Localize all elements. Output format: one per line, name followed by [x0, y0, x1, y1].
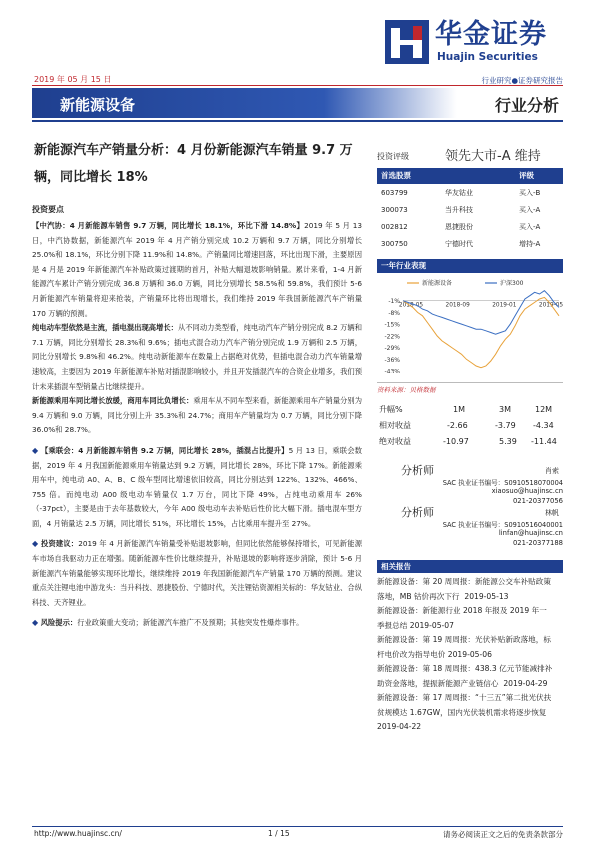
- paragraph-2: 纯电动车型依然是主流，插电混出现高增长：从不同动力类型看，纯电动汽车产销分别完成 8.2 万辆和 7.1 万辆，同比分别增长 28.3%和 9.6%；插电式混合动力汽车产销分别完成 1.9 万辆和 2.5 万辆，同比分别增长 9.8%和 46.2%。纯电动新能源车在数量上占据绝对优势，但插电混合动力汽车销量增速较高，主要因为 2019 年新能源车补贴对插混影响较小，并且开发插混汽车的合资企业增多，我们预计未来插混车型销量占比继续提升。: [32, 323, 363, 391]
- logo-text-cn: 华金证券: [435, 19, 547, 50]
- stock-rating: 买入-A: [519, 223, 541, 231]
- stock-header-left: 首选股票: [381, 171, 411, 180]
- perf-header-label: 升幅%: [379, 405, 403, 414]
- x-tick-label: 2018-05: [398, 302, 424, 309]
- performance-row: [377, 418, 563, 434]
- x-tick-label: 2019-05: [538, 302, 563, 309]
- stock-name: 华友钴业: [445, 189, 473, 197]
- report-title-line1: 新能源汽车产销量分析：4 月份新能源汽车销量 9.7 万: [34, 143, 353, 158]
- report-type: 行业分析: [494, 96, 559, 115]
- bullet-diamond-icon: ◆: [32, 618, 41, 628]
- chart-section-header: [377, 259, 563, 273]
- stock-name: 宁德时代: [445, 240, 473, 248]
- bullet-diamond-icon: ◆: [32, 539, 41, 549]
- related-item[interactable]: 新能源设备：第 18 周周报：438.3 亿元节能减排补助资金落地，提振新能源产业链信心 2019-04-29: [377, 664, 553, 688]
- perf-value: -10.97: [443, 437, 469, 446]
- related-list: [377, 575, 553, 735]
- paragraph-4: ◆ 【乘联会：4 月新能源车销售 9.2 万辆，同比增长 28%，插混占比提升】5 月 13 日，乘联会数据，2019 年 4 月我国新能源乘用车销量达到 9.2 万辆，同比增长 28%，环比下降 17%。新能源乘用车中，纯电动 A0、A、B、C 级车型同比增速依旧较高，同比分别达到 122%、132%、466%、755 倍。而纯电动 A00 级电动车销量仅 1.7 万台，同比下降 49%，占纯电动乘用车 26%（-37pct），主要是由于去年基数较大，今年 A00 级电动车去补贴后性价比大幅下滑。插电混车型方面，4 月销量达 2.5 万辆，同比增长 51%，环比增长 15%，占比乘用车提升至 27%。: [32, 445, 362, 528]
- series-line-0: [403, 297, 559, 367]
- analyst-role: 分析师: [401, 464, 434, 477]
- y-tick-label: -36%: [384, 356, 400, 364]
- report-title-line2: 辆，同比增长 18%: [34, 170, 148, 185]
- sector-title: 新能源设备: [60, 96, 136, 114]
- logo-mark-icon: [385, 20, 429, 64]
- stock-table-header: [377, 168, 563, 184]
- analyst-role: 分析师: [401, 506, 434, 519]
- related-item[interactable]: 新能源设备：第 17 周周报：“十三五”第二批光伏扶贫规模达 1.67GW，国内光伏装机需求将逐步恢复 2019-04-22: [377, 693, 552, 731]
- analyst-phone: 021-20377188: [512, 539, 563, 547]
- stock-row: [377, 236, 563, 252]
- perf-header-12m: 12M: [535, 405, 553, 414]
- performance-header: [377, 402, 563, 418]
- perf-value: -4.34: [533, 421, 554, 430]
- x-tick-label: 2019-01: [492, 302, 517, 309]
- perf-value: -11.44: [531, 437, 557, 446]
- logo-text-en: Huajin Securities: [437, 51, 538, 63]
- stock-code: 002812: [381, 223, 408, 231]
- paragraph-1: 【中汽协：4 月新能源车销售 9.7 万辆，同比增长 18.1%，环比下滑 14.8%】2019 年 5 月 13 日，中汽协数据，新能源汽车 2019 年 4 月产销分别完成 10.2 万辆和 9.7 万辆，同比分别增长 25.0%和 18.1%，环比分别下降 11.9%和 14.8%。产销量同比增速回落，环比出现下滑，主要原因是 4 月是 2019 年新能源汽车补贴政策过渡期的首月，补贴大幅退坡影响销量。累计来看，1-4 月新能源汽车累计产销分别完成 36.8 万辆和 36.0 万辆，同比分别增长 58.5%和 59.8%，我们预计 5-6 月新能源汽车销量将迎来抢装，产销量环比将出现增长，我们维持 2019 年我国新能源汽车产销量 170 万辆的预测。: [32, 221, 362, 318]
- stock-row: [377, 202, 563, 218]
- y-tick-label: -29%: [384, 345, 400, 353]
- perf-header-1m: 1M: [453, 405, 465, 414]
- stock-code: 300073: [381, 206, 408, 214]
- related-item[interactable]: 新能源设备：第 19 周周报：光伏补贴新政落地，标杆电价改为指导电价 2019-05-06: [377, 635, 551, 659]
- report-category: 行业研究●证券研究报告: [481, 76, 563, 85]
- paragraph-6: ◆ 风险提示：行业政策重大变动；新能源汽车推广不及预期；其他突发性爆炸事件。: [32, 618, 304, 628]
- legend-label: 沪深300: [500, 280, 524, 287]
- stock-row: [377, 185, 563, 201]
- chart-source: 资料来源：贝格数据: [377, 386, 436, 394]
- y-tick-label: -22%: [384, 333, 400, 341]
- analyst-cert: SAC 执业证书编号：S0910516040001: [442, 521, 563, 529]
- analyst-phone: 021-20377056: [512, 497, 563, 505]
- performance-row: [377, 434, 563, 450]
- report-body: [32, 203, 362, 631]
- paragraph-3: 新能源乘用车同比增长放缓，商用车同比负增长：乘用车从不同车型来看，新能源乘用车产销量分别为 9.4 万辆和 9.0 万辆，同比分别上升 35.3%和 24.7%；商用车产销量均为 0.7 万辆，同比分别下降 36.0%和 28.7%。: [32, 396, 363, 435]
- stock-header-right: 评级: [519, 171, 534, 180]
- report-date: 2019 年 05 月 15 日: [34, 75, 112, 84]
- stock-rating: 增持-A: [519, 240, 541, 248]
- industry-performance-chart: [377, 275, 563, 373]
- perf-row-label: 相对收益: [379, 421, 411, 430]
- stock-rating: 买入-B: [519, 189, 541, 197]
- analyst-cert: SAC 执业证书编号：S0910518070004: [442, 479, 563, 487]
- sector-banner: [32, 88, 563, 118]
- perf-value: -3.79: [495, 421, 516, 430]
- footer-url[interactable]: http://www.huajinsc.cn/: [34, 829, 122, 838]
- section-label: 投资要点: [32, 205, 64, 214]
- stock-row: [377, 219, 563, 235]
- analyst-email: xiaosuo@huajinsc.cn: [491, 487, 563, 495]
- stock-code: 603799: [381, 189, 408, 197]
- paragraph-5: ◆ 投资建议：2019 年 4 月新能源汽车销量受补贴退坡影响，但同比依然能够保持增长，可见新能源车市场自我驱动力正在增强。随新能源车性价比继续提升，补贴退坡的影响将逐步消除，预计 5-6 月新能源汽车销量能够实现环比增长，继续维持 2019 年我国新能源汽车产销量 170 万辆的预测。建议重点关注锂电池中游龙头：当升科技、恩捷股份、宁德时代，关注锂钴资源相关标的：华友钴业、合纵科技、天齐锂业。: [32, 539, 362, 607]
- y-tick-label: -1%: [388, 298, 400, 306]
- company-logo: [385, 18, 560, 68]
- related-item[interactable]: 新能源设备：新能源行业 2018 年报及 2019 年一季报总结 2019-05-07: [377, 606, 547, 630]
- y-tick-label: -15%: [384, 321, 400, 329]
- analyst-name: 肖索: [545, 467, 559, 475]
- footer-disclaimer: 请务必阅读正文之后的免责条款部分: [443, 830, 563, 839]
- y-tick-label: -8%: [388, 309, 400, 317]
- perf-header-3m: 3M: [499, 405, 511, 414]
- perf-row-label: 绝对收益: [379, 437, 411, 446]
- stock-code: 300750: [381, 240, 408, 248]
- analyst-email: linfan@huajinsc.cn: [498, 529, 563, 537]
- analyst-name: 林帆: [545, 509, 559, 517]
- stock-rating: 买入-A: [519, 206, 541, 214]
- rating-value: 领先大市-A 维持: [445, 149, 541, 164]
- perf-value: 5.39: [499, 437, 517, 446]
- stock-name: 恩捷股份: [445, 223, 473, 231]
- report-title: [34, 137, 366, 191]
- x-tick-label: 2018-09: [445, 302, 470, 309]
- related-header: [377, 560, 563, 573]
- related-title: 相关报告: [381, 562, 411, 571]
- y-tick-label: -43%: [384, 368, 400, 373]
- chart-section-title: 一年行业表现: [381, 261, 426, 270]
- perf-value: -2.66: [447, 421, 468, 430]
- stock-name: 当升科技: [445, 206, 473, 214]
- rating-label: 投资评级: [377, 152, 409, 161]
- legend-label: 新能源设备: [422, 280, 453, 287]
- related-item[interactable]: 新能源设备：第 20 周周报：新能源公交车补贴政策落地，MB 钴价再次下行 2019-05-13: [377, 577, 551, 601]
- footer-page: 1 / 15: [268, 829, 290, 838]
- bullet-diamond-icon: ◆: [32, 445, 42, 455]
- series-line-1: [403, 291, 559, 335]
